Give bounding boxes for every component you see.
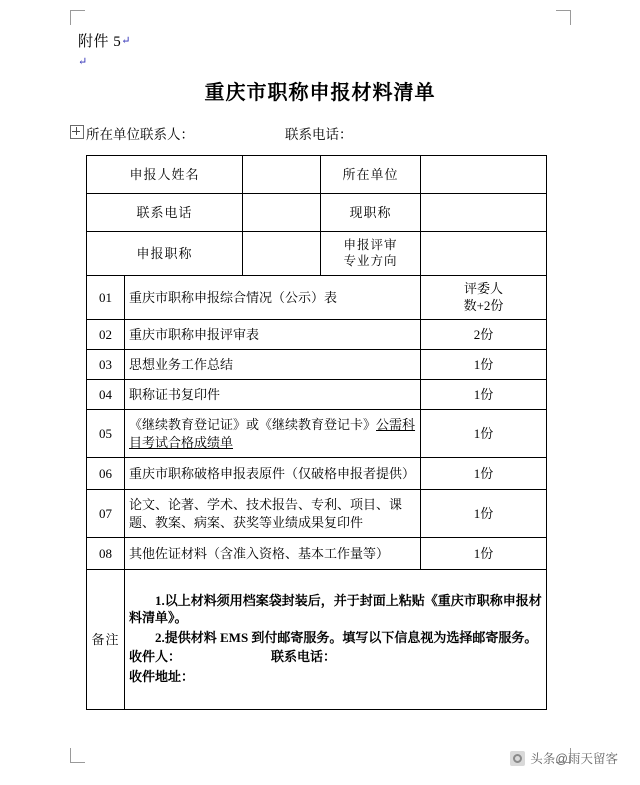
- address-label: 收件地址：: [129, 668, 195, 684]
- crop-mark-top-left: [70, 10, 85, 25]
- applied-title-value[interactable]: [243, 232, 321, 276]
- item-text: 重庆市职称申报综合情况（公示）表: [125, 276, 421, 320]
- page-title: 重庆市职称申报材料清单: [204, 82, 436, 104]
- phone-label: 联系电话: [87, 194, 243, 232]
- work-unit-value[interactable]: [421, 156, 547, 194]
- table-row: [87, 410, 547, 458]
- phone-value[interactable]: [243, 194, 321, 232]
- table-row: [87, 490, 547, 538]
- current-title-value[interactable]: [421, 194, 547, 232]
- toutiao-logo-icon: [510, 751, 525, 766]
- item-text: 重庆市职称申报评审表: [125, 320, 421, 350]
- contact-unit-label: 所在单位联系人：: [86, 127, 194, 142]
- attachment-label-text: 附件 5: [78, 34, 122, 50]
- item-text: 重庆市职称破格申报表原件（仅破格申报者提供）: [125, 458, 421, 490]
- remark-line-1: 1.以上材料须用档案袋封装后，并于封面上粘贴《重庆市职称申报材料清单》。: [129, 592, 542, 626]
- remark-content: [125, 570, 547, 710]
- item-quantity: 1份: [421, 350, 547, 380]
- item-number: 06: [87, 458, 125, 490]
- table-row: [87, 194, 547, 232]
- item-quantity: 评委人 数+2份: [421, 276, 547, 320]
- item-number: 04: [87, 380, 125, 410]
- item-quantity: 2份: [421, 320, 547, 350]
- paragraph-mark-icon: ↵: [121, 35, 131, 47]
- remark-label: 备注: [87, 570, 125, 710]
- attachment-label: [78, 30, 131, 51]
- item-text-plain: 《继续教育登记证》或《继续教育登记卡》: [129, 416, 377, 432]
- item-number: 07: [87, 490, 125, 538]
- item-quantity: 1份: [421, 490, 547, 538]
- review-major-value[interactable]: [421, 232, 547, 276]
- crop-mark-top-right: [556, 10, 571, 25]
- receiver-phone-label: 联系电话：: [271, 649, 337, 665]
- item-number: 03: [87, 350, 125, 380]
- item-quantity: 1份: [421, 458, 547, 490]
- applied-title-label: 申报职称: [87, 232, 243, 276]
- table-move-handle-icon[interactable]: [70, 125, 84, 139]
- table-row: [87, 156, 547, 194]
- applicant-name-label: 申报人姓名: [87, 156, 243, 194]
- watermark-text: 头条@雨天留客: [530, 752, 618, 766]
- item-quantity: 1份: [421, 380, 547, 410]
- contact-header-row: [70, 123, 560, 143]
- remark-line-2: 2.提供材料 EMS 到付邮寄服务。填写以下信息视为选择邮寄服务。: [155, 629, 538, 645]
- remark-row: [87, 570, 547, 710]
- contact-phone-label: 联系电话：: [285, 127, 353, 142]
- table-row: [87, 320, 547, 350]
- table-row: [87, 232, 547, 276]
- table-row: [87, 380, 547, 410]
- item-text: 其他佐证材料（含准入资格、基本工作量等）: [125, 538, 421, 570]
- item-text: 职称证书复印件: [125, 380, 421, 410]
- item-quantity: 1份: [421, 538, 547, 570]
- paragraph-mark-icon: ↵: [78, 56, 88, 68]
- item-quantity: 1份: [421, 410, 547, 458]
- item-text: [125, 410, 421, 458]
- item-text-underlined: 公需科目考试合格成绩单: [129, 416, 416, 450]
- remark-receiver-row: [129, 648, 542, 666]
- remark-address-row: [129, 668, 542, 686]
- work-unit-label: 所在单位: [321, 156, 421, 194]
- current-title-label: 现职称: [321, 194, 421, 232]
- item-number: 08: [87, 538, 125, 570]
- item-text: 思想业务工作总结: [125, 350, 421, 380]
- material-list-table: [86, 155, 547, 710]
- applicant-name-value[interactable]: [243, 156, 321, 194]
- empty-paragraph: [78, 55, 87, 71]
- table-row: [87, 458, 547, 490]
- table-row: [87, 276, 547, 320]
- watermark: [510, 749, 618, 767]
- item-number: 02: [87, 320, 125, 350]
- item-number: 05: [87, 410, 125, 458]
- item-text: 论文、论著、学术、技术报告、专利、项目、课题、教案、病案、获奖等业绩成果复印件: [125, 490, 421, 538]
- crop-mark-bottom-left: [70, 748, 85, 763]
- item-number: 01: [87, 276, 125, 320]
- table-row: [87, 350, 547, 380]
- table-row: [87, 538, 547, 570]
- review-major-label: 申报评审 专业方向: [321, 232, 421, 276]
- receiver-label: 收件人：: [129, 649, 182, 665]
